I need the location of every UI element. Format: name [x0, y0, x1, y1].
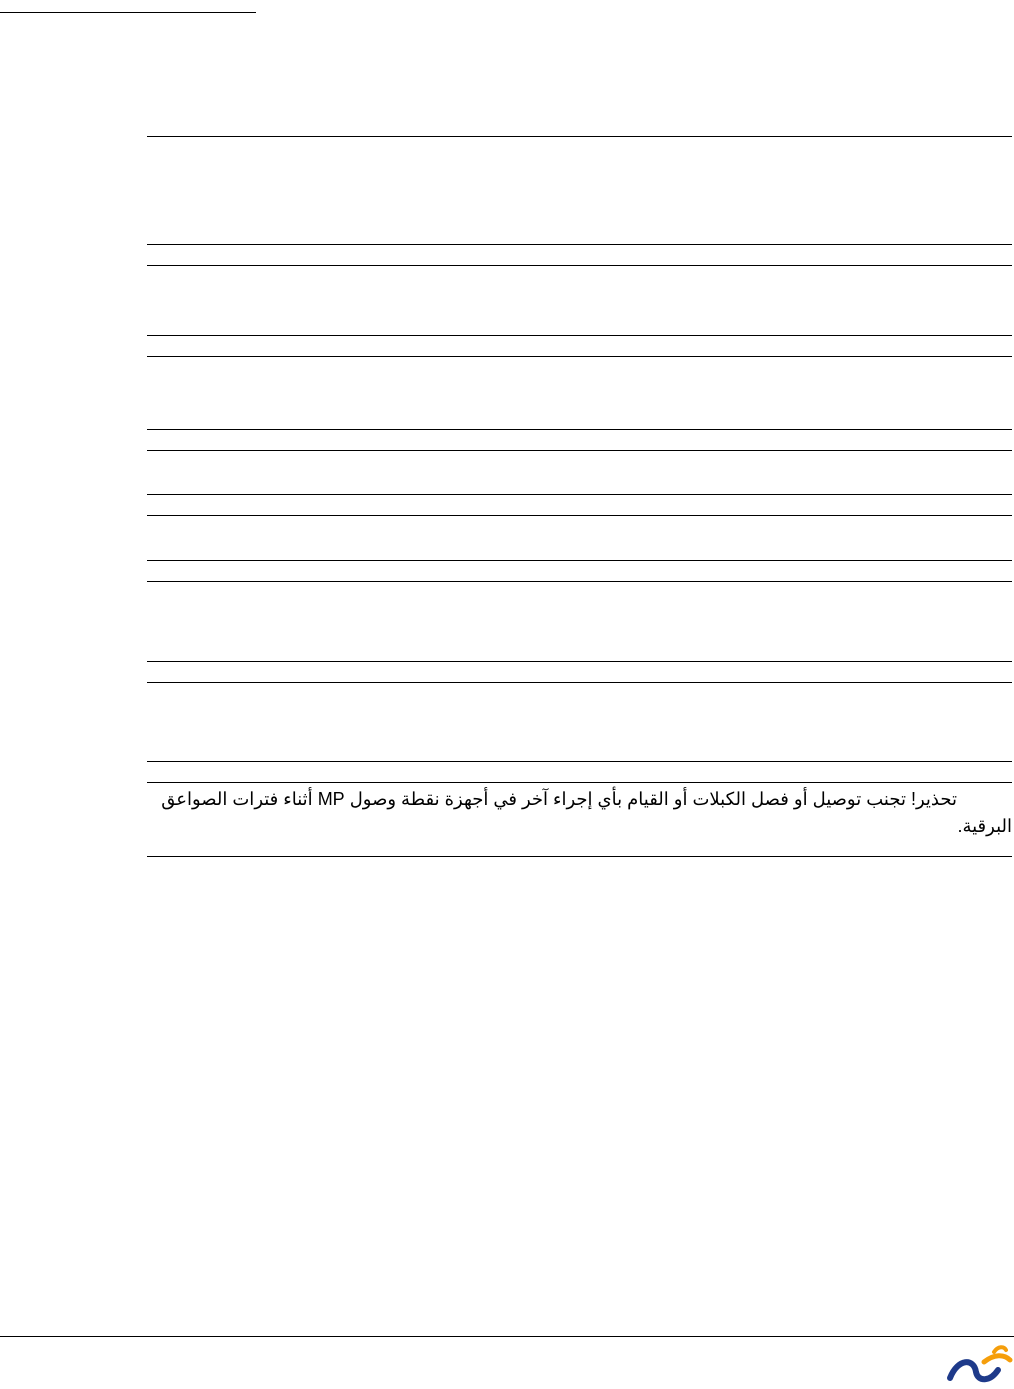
- table-rule: [147, 856, 1012, 857]
- warning-notice: [150, 786, 1012, 846]
- table-rule: [147, 494, 1012, 495]
- table-rule: [147, 429, 1012, 430]
- table-rule: [147, 515, 1012, 516]
- warning-notice-text: تحذير! تجنب توصيل أو فصل الكبلات أو القيام بأي إجراء آخر في أجهزة نقطة وصول MP أثناء فترات الصواعق البرقية.: [161, 789, 1012, 836]
- table-rule: [147, 450, 1012, 451]
- logo-blue-swoosh: [950, 1362, 998, 1379]
- table-rule: [147, 761, 1012, 762]
- table-rule: [147, 136, 1012, 137]
- table-rule: [147, 661, 1012, 662]
- table-rule: [147, 581, 1012, 582]
- company-logo-icon: [944, 1342, 1014, 1386]
- logo-orange-swoosh: [984, 1356, 1010, 1362]
- table-rule: [147, 782, 1012, 783]
- table-rule: [147, 682, 1012, 683]
- table-rule: [147, 356, 1012, 357]
- table-rule: [147, 244, 1012, 245]
- table-rule: [147, 335, 1012, 336]
- logo-orange-tick: [994, 1347, 1006, 1352]
- table-rule: [147, 560, 1012, 561]
- footer-rule: [0, 1336, 1014, 1337]
- header-rule: [0, 12, 256, 13]
- table-rule: [147, 265, 1012, 266]
